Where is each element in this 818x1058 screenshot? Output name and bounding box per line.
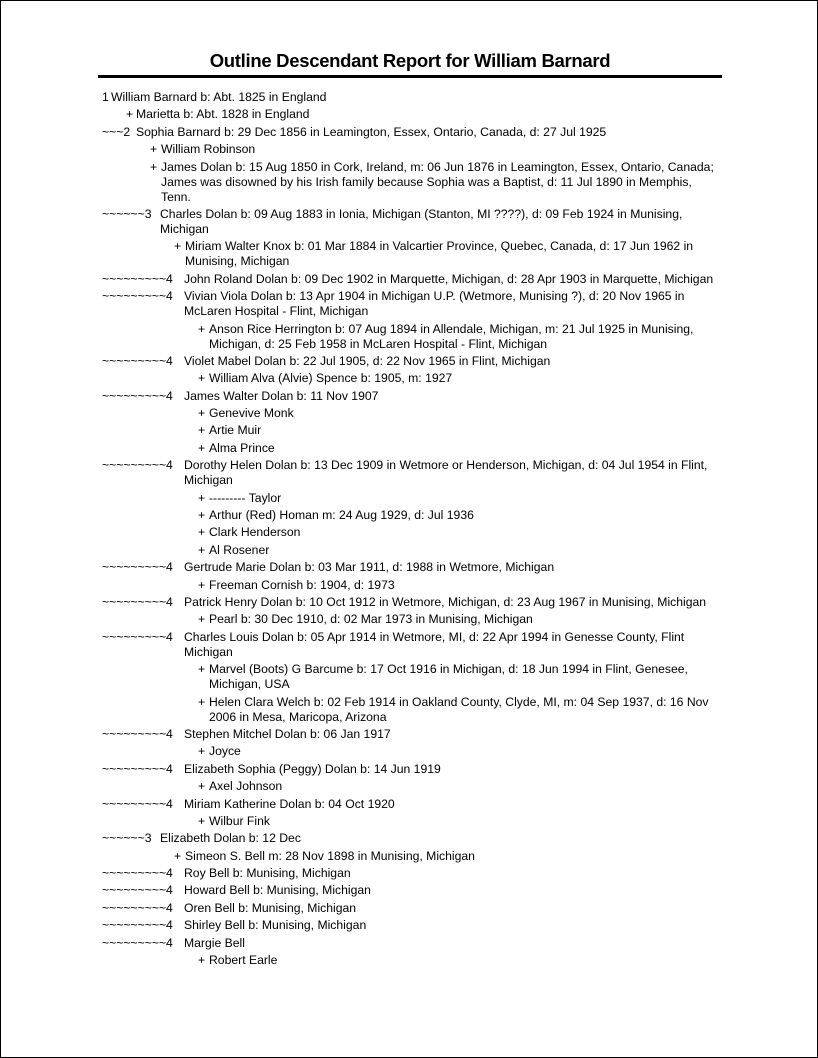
spouse-entry: [1, 508, 818, 523]
spouse-entry: [1, 239, 818, 269]
entry-text: Al Rosener: [209, 542, 270, 557]
entry-text: Charles Louis Dolan b: 05 Apr 1914 in Wetmore, MI, d: 22 Apr 1994 in Genesse County, Flint Michigan: [184, 629, 685, 659]
generation-marker: ~~~~~~~~~4: [102, 289, 173, 304]
generation-marker: ~~~~~~~~~4: [102, 271, 173, 286]
spouse-marker: +: [198, 371, 206, 386]
generation-marker: ~~~~~~~~~4: [102, 900, 173, 915]
spouse-marker: +: [198, 508, 206, 523]
entry-text: Alma Prince: [209, 440, 275, 455]
entry-text: Violet Mabel Dolan b: 22 Jul 1905, d: 22 Nov 1965 in Flint, Michigan: [184, 353, 551, 368]
spouse-entry: [1, 525, 818, 540]
report-title: Outline Descendant Report for William Barnard: [209, 50, 611, 71]
descendant-entry: [1, 866, 818, 881]
spouse-entry: [1, 322, 818, 352]
spouse-marker: +: [174, 848, 182, 863]
spouse-marker: +: [198, 525, 206, 540]
descendant-entry: [1, 630, 818, 660]
entry-text: Dorothy Helen Dolan b: 13 Dec 1909 in Wetmore or Henderson, Michigan, d: 04 Jul 1954 in Flint, Michigan: [184, 458, 708, 488]
spouse-marker: +: [198, 440, 206, 455]
spouse-entry: [1, 543, 818, 558]
spouse-entry: [1, 578, 818, 593]
spouse-entry: [1, 107, 818, 122]
spouse-entry: [1, 779, 818, 794]
spouse-entry: [1, 953, 818, 968]
descendant-list: [1, 90, 818, 970]
generation-marker: ~~~~~~~~~4: [102, 761, 173, 776]
entry-text: Stephen Mitchel Dolan b: 06 Jan 1917: [184, 726, 391, 741]
generation-marker: ~~~~~~~~~4: [102, 388, 173, 403]
descendant-entry: [1, 207, 818, 237]
entry-text: Oren Bell b: Munising, Michigan: [184, 900, 357, 915]
entry-text: Simeon S. Bell m: 28 Nov 1898 in Munising, Michigan: [185, 848, 475, 863]
spouse-entry: [1, 142, 818, 157]
entry-text: Elizabeth Dolan b: 12 Dec: [160, 831, 301, 846]
spouse-entry: [1, 744, 818, 759]
entry-text: --------- Taylor: [209, 490, 282, 505]
descendant-entry: [1, 289, 818, 319]
entry-text: Axel Johnson: [209, 779, 283, 794]
spouse-marker: +: [198, 321, 206, 336]
spouse-entry: [1, 814, 818, 829]
entry-text: Sophia Barnard b: 29 Dec 1856 in Leamington, Essex, Ontario, Canada, d: 27 Jul 1925: [136, 124, 607, 139]
descendant-entry: [1, 918, 818, 933]
spouse-entry: [1, 423, 818, 438]
spouse-marker: +: [198, 813, 206, 828]
generation-marker: ~~~~~~~~~4: [102, 796, 173, 811]
spouse-marker: +: [150, 159, 158, 174]
spouse-entry: [1, 662, 818, 692]
descendant-entry: [1, 90, 818, 105]
descendant-entry: [1, 936, 818, 951]
descendant-entry: [1, 560, 818, 575]
generation-marker: ~~~~~~3: [102, 206, 152, 221]
generation-marker: ~~~~~~~~~4: [102, 594, 173, 609]
generation-marker: ~~~2: [102, 124, 131, 139]
descendant-entry: [1, 458, 818, 488]
entry-text: Robert Earle: [209, 953, 278, 968]
entry-text: James Walter Dolan b: 11 Nov 1907: [184, 388, 379, 403]
descendant-entry: [1, 883, 818, 898]
spouse-entry: [1, 160, 818, 205]
entry-text: Vivian Viola Dolan b: 13 Apr 1904 in Michigan U.P. (Wetmore, Munising ?), d: 20 Nov 1965 in McLaren Hospital - Flint, Michigan: [184, 289, 685, 319]
entry-text: Freeman Cornish b: 1904, d: 1973: [209, 577, 395, 592]
entry-text: Clark Henderson: [209, 525, 301, 540]
spouse-marker: +: [198, 779, 206, 794]
entry-text: Howard Bell b: Munising, Michigan: [184, 883, 371, 898]
spouse-entry: [1, 441, 818, 456]
descendant-entry: [1, 354, 818, 369]
spouse-marker: +: [174, 239, 182, 254]
descendant-entry: [1, 272, 818, 287]
descendant-entry: [1, 901, 818, 916]
generation-marker: ~~~~~~~~~4: [102, 726, 173, 741]
spouse-entry: [1, 491, 818, 506]
spouse-marker: +: [198, 662, 206, 677]
entry-text: Joyce: [209, 744, 241, 759]
descendant-entry: [1, 125, 818, 140]
spouse-marker: +: [198, 490, 206, 505]
entry-text: Marvel (Boots) G Barcume b: 17 Oct 1916 in Michigan, d: 18 Jun 1994 in Flint, Genesee, Michigan, USA: [209, 662, 688, 692]
entry-text: Marietta b: Abt. 1828 in England: [136, 107, 310, 122]
entry-text: Genevive Monk: [209, 406, 294, 421]
spouse-marker: +: [198, 694, 206, 709]
entry-text: Charles Dolan b: 09 Aug 1883 in Ionia, Michigan (Stanton, MI ????), d: 09 Feb 1924 in Munising, Michigan: [160, 206, 683, 236]
generation-marker: ~~~~~~~~~4: [102, 560, 173, 575]
spouse-entry: [1, 406, 818, 421]
generation-marker: ~~~~~~~~~4: [102, 353, 173, 368]
title-divider: [98, 75, 722, 78]
entry-text: Pearl b: 30 Dec 1910, d: 02 Mar 1973 in Munising, Michigan: [209, 612, 533, 627]
entry-text: Anson Rice Herrington b: 07 Aug 1894 in Allendale, Michigan, m: 21 Jul 1925 in Munising, Michigan, d: 25 Feb 1958 in McLaren Hospital - Flint, Michigan: [209, 321, 694, 351]
entry-text: Artie Muir: [209, 423, 262, 438]
spouse-marker: +: [126, 107, 134, 122]
entry-text: Helen Clara Welch b: 02 Feb 1914 in Oakland County, Clyde, MI, m: 04 Sep 1937, d: 16 Nov 2006 in Mesa, Maricopa, Arizona: [209, 694, 709, 724]
spouse-marker: +: [198, 744, 206, 759]
entry-text: James Dolan b: 15 Aug 1850 in Cork, Ireland, m: 06 Jun 1876 in Leamington, Essex, Ontario, Canada; James was disowned by his Irish family because Sophia was a Baptist, d: 11 Jul 1890 in Memphis, Tenn.: [161, 159, 714, 204]
generation-marker: ~~~~~~~~~4: [102, 918, 173, 933]
descendant-entry: [1, 389, 818, 404]
descendant-entry: [1, 831, 818, 846]
spouse-marker: +: [150, 142, 158, 157]
generation-marker: ~~~~~~~~~4: [102, 883, 173, 898]
entry-text: Margie Bell: [184, 935, 245, 950]
descendant-entry: [1, 797, 818, 812]
entry-text: Arthur (Red) Homan m: 24 Aug 1929, d: Jul 1936: [209, 508, 474, 523]
spouse-marker: +: [198, 542, 206, 557]
spouse-marker: +: [198, 406, 206, 421]
generation-marker: ~~~~~~~~~4: [102, 866, 173, 881]
spouse-marker: +: [198, 953, 206, 968]
spouse-entry: [1, 849, 818, 864]
generation-marker: ~~~~~~~~~4: [102, 629, 173, 644]
entry-text: Wilbur Fink: [209, 813, 270, 828]
spouse-entry: [1, 371, 818, 386]
generation-marker: 1: [102, 90, 109, 104]
entry-text: Shirley Bell b: Munising, Michigan: [184, 918, 367, 933]
spouse-marker: +: [198, 423, 206, 438]
spouse-marker: +: [198, 612, 206, 627]
entry-text: Patrick Henry Dolan b: 10 Oct 1912 in Wetmore, Michigan, d: 23 Aug 1967 in Munising, Michigan: [184, 594, 707, 609]
entry-text: Elizabeth Sophia (Peggy) Dolan b: 14 Jun 1919: [184, 761, 441, 776]
entry-text: Miriam Katherine Dolan b: 04 Oct 1920: [184, 796, 395, 811]
descendant-entry: [1, 595, 818, 610]
generation-marker: ~~~~~~3: [102, 831, 152, 846]
entry-text: William Barnard b: Abt. 1825 in England: [111, 90, 327, 104]
descendant-entry: [1, 727, 818, 742]
entry-text: Gertrude Marie Dolan b: 03 Mar 1911, d: 1988 in Wetmore, Michigan: [184, 560, 555, 575]
generation-marker: ~~~~~~~~~4: [102, 935, 173, 950]
entry-text: Miriam Walter Knox b: 01 Mar 1884 in Valcartier Province, Quebec, Canada, d: 17 Jun 1962 in Munising, Michigan: [185, 239, 694, 269]
spouse-entry: [1, 612, 818, 627]
generation-marker: ~~~~~~~~~4: [102, 458, 173, 473]
descendant-entry: [1, 762, 818, 777]
entry-text: Roy Bell b: Munising, Michigan: [184, 866, 351, 881]
spouse-entry: [1, 695, 818, 725]
entry-text: John Roland Dolan b: 09 Dec 1902 in Marquette, Michigan, d: 28 Apr 1903 in Marquette, Michigan: [184, 271, 714, 286]
entry-text: William Alva (Alvie) Spence b: 1905, m: 1927: [209, 371, 453, 386]
entry-text: William Robinson: [161, 142, 256, 157]
spouse-marker: +: [198, 577, 206, 592]
